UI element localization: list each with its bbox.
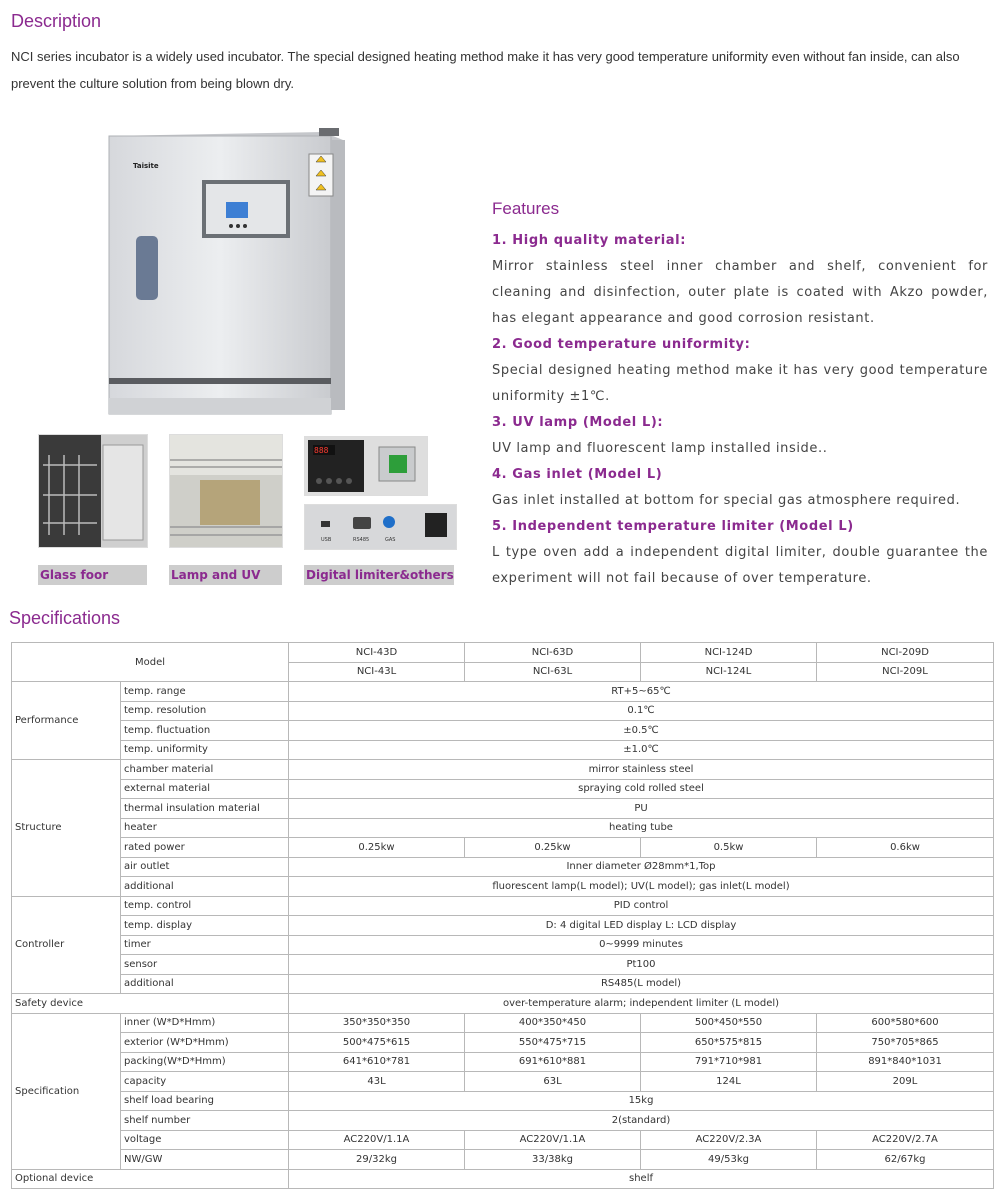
row-value: PU xyxy=(289,799,994,819)
row-value: 891*840*1031 xyxy=(817,1052,994,1072)
feature-title: 3. UV lamp (Model L): xyxy=(492,415,664,430)
row-value: 600*580*600 xyxy=(817,1013,994,1033)
table-row xyxy=(12,916,994,936)
row-value: mirror stainless steel xyxy=(289,760,994,780)
model-header: Model xyxy=(12,643,289,682)
row-value: AC220V/1.1A xyxy=(289,1130,465,1150)
feature-text: L type oven add a independent digital limiter, double guarantee the experiment will not fail because of over temperature. xyxy=(492,545,988,586)
row-value: 62/67kg xyxy=(817,1150,994,1170)
row-value: 350*350*350 xyxy=(289,1013,465,1033)
feature-text: Gas inlet installed at bottom for special gas atmosphere required. xyxy=(492,493,961,508)
table-row xyxy=(12,1091,994,1111)
row-value: 0.25kw xyxy=(289,838,465,858)
table-row xyxy=(12,818,994,838)
row-value: ±0.5℃ xyxy=(289,721,994,741)
row-value: 500*450*550 xyxy=(641,1013,817,1033)
model-cell: NCI-124D xyxy=(641,643,817,663)
description-text: NCI series incubator is a widely used incubator. The special designed heating method make it has very good temperature uniformity even without fan inside, can also prevent the culture solution from being blown dry. xyxy=(11,49,960,91)
table-row xyxy=(12,877,994,897)
table-row xyxy=(12,1072,994,1092)
row-label: packing(W*D*Hmm) xyxy=(121,1052,289,1072)
row-value: 124L xyxy=(641,1072,817,1092)
row-label: rated power xyxy=(121,838,289,858)
row-value: 550*475*715 xyxy=(465,1033,641,1053)
group-structure: Structure xyxy=(12,760,121,897)
ports-panel-photo xyxy=(304,504,457,550)
row-value: 15kg xyxy=(289,1091,994,1111)
table-row xyxy=(12,1033,994,1053)
row-label: additional xyxy=(121,877,289,897)
lamp-uv-photo xyxy=(169,434,283,548)
row-label: temp. control xyxy=(121,896,289,916)
row-label: temp. range xyxy=(121,682,289,702)
group-controller: Controller xyxy=(12,896,121,994)
row-value: 0.5kw xyxy=(641,838,817,858)
specifications-table xyxy=(11,642,994,1189)
row-value: 750*705*865 xyxy=(817,1033,994,1053)
features-list xyxy=(492,228,988,592)
feature-text: Mirror stainless steel inner chamber and shelf, convenient for cleaning and disinfection, outer plate is coated with Akzo powder, has elegant appearance and good corrosion resistant. xyxy=(492,259,988,326)
row-value: 0~9999 minutes xyxy=(289,935,994,955)
thumbnail-caption-limiter: Digital limiter&others xyxy=(304,565,454,585)
model-cell: NCI-63D xyxy=(465,643,641,663)
row-label: voltage xyxy=(121,1130,289,1150)
row-value: PID control xyxy=(289,896,994,916)
row-value: 791*710*981 xyxy=(641,1052,817,1072)
feature-title: 4. Gas inlet (Model L) xyxy=(492,467,663,482)
row-label: additional xyxy=(121,974,289,994)
row-value: AC220V/2.7A xyxy=(817,1130,994,1150)
table-row xyxy=(12,1052,994,1072)
row-value: 33/38kg xyxy=(465,1150,641,1170)
table-row xyxy=(12,643,994,663)
description-title: Description xyxy=(11,11,102,31)
row-value: RS485(L model) xyxy=(289,974,994,994)
row-value: 400*350*450 xyxy=(465,1013,641,1033)
row-value: heating tube xyxy=(289,818,994,838)
row-value: 500*475*615 xyxy=(289,1033,465,1053)
row-value: 2(standard) xyxy=(289,1111,994,1131)
row-value: shelf xyxy=(289,1169,994,1189)
row-label: shelf number xyxy=(121,1111,289,1131)
feature-title: 1. High quality material: xyxy=(492,233,687,248)
row-value: 29/32kg xyxy=(289,1150,465,1170)
table-row xyxy=(12,974,994,994)
rs485-port-label: RS485 xyxy=(353,537,370,543)
row-label: temp. fluctuation xyxy=(121,721,289,741)
row-label: capacity xyxy=(121,1072,289,1092)
row-value: 691*610*881 xyxy=(465,1052,641,1072)
row-value: ±1.0℃ xyxy=(289,740,994,760)
row-value: Pt100 xyxy=(289,955,994,975)
row-label: temp. resolution xyxy=(121,701,289,721)
feature-text: Special designed heating method make it has very good temperature uniformity ±1℃. xyxy=(492,363,988,404)
row-value: 0.25kw xyxy=(465,838,641,858)
feature-title: 2. Good temperature uniformity: xyxy=(492,337,751,352)
row-value: 641*610*781 xyxy=(289,1052,465,1072)
glass-floor-photo xyxy=(38,434,148,548)
table-row xyxy=(12,857,994,877)
group-specification: Specification xyxy=(12,1013,121,1169)
gas-port-label: GAS xyxy=(385,537,396,543)
model-cell: NCI-63L xyxy=(465,662,641,682)
thumbnail-caption-lamp: Lamp and UV xyxy=(169,565,282,585)
model-cell: NCI-209D xyxy=(817,643,994,663)
row-label: sensor xyxy=(121,955,289,975)
row-value: Inner diameter Ø28mm*1,Top xyxy=(289,857,994,877)
brand-logo: Taisite xyxy=(133,162,159,170)
incubator-image xyxy=(103,128,353,418)
row-label: shelf load bearing xyxy=(121,1091,289,1111)
table-row xyxy=(12,1169,994,1189)
row-label: external material xyxy=(121,779,289,799)
table-row xyxy=(12,721,994,741)
model-cell: NCI-43D xyxy=(289,643,465,663)
row-label: timer xyxy=(121,935,289,955)
row-value: 209L xyxy=(817,1072,994,1092)
specifications-title: Specifications xyxy=(9,608,121,628)
model-cell: NCI-43L xyxy=(289,662,465,682)
row-label: air outlet xyxy=(121,857,289,877)
table-row xyxy=(12,682,994,702)
table-row xyxy=(12,1150,994,1170)
usb-port-label: USB xyxy=(321,537,332,543)
row-value: 0.6kw xyxy=(817,838,994,858)
table-row xyxy=(12,994,994,1014)
table-row xyxy=(12,799,994,819)
group-performance: Performance xyxy=(12,682,121,760)
row-value: spraying cold rolled steel xyxy=(289,779,994,799)
row-value: fluorescent lamp(L model); UV(L model); gas inlet(L model) xyxy=(289,877,994,897)
row-label: exterior (W*D*Hmm) xyxy=(121,1033,289,1053)
row-value: AC220V/2.3A xyxy=(641,1130,817,1150)
row-value: RT+5~65℃ xyxy=(289,682,994,702)
model-cell: NCI-124L xyxy=(641,662,817,682)
table-row xyxy=(12,838,994,858)
row-value: over-temperature alarm; independent limiter (L model) xyxy=(289,994,994,1014)
table-row xyxy=(12,760,994,780)
group-optional: Optional device xyxy=(12,1169,289,1189)
model-cell: NCI-209L xyxy=(817,662,994,682)
table-row xyxy=(12,935,994,955)
table-row xyxy=(12,740,994,760)
group-safety: Safety device xyxy=(12,994,289,1014)
digital-limiter-photo xyxy=(304,436,428,496)
row-value: AC220V/1.1A xyxy=(465,1130,641,1150)
row-value: 43L xyxy=(289,1072,465,1092)
row-value: 49/53kg xyxy=(641,1150,817,1170)
row-label: thermal insulation material xyxy=(121,799,289,819)
features-title: Features xyxy=(492,199,560,218)
row-label: temp. uniformity xyxy=(121,740,289,760)
thumbnail-caption-glass: Glass foor xyxy=(38,565,147,585)
row-value: 63L xyxy=(465,1072,641,1092)
table-row xyxy=(12,1013,994,1033)
feature-title: 5. Independent temperature limiter (Model L) xyxy=(492,519,854,534)
table-row xyxy=(12,896,994,916)
row-label: inner (W*D*Hmm) xyxy=(121,1013,289,1033)
row-value: 0.1℃ xyxy=(289,701,994,721)
feature-text: UV lamp and fluorescent lamp installed inside.. xyxy=(492,441,828,456)
row-value: 650*575*815 xyxy=(641,1033,817,1053)
table-row xyxy=(12,1111,994,1131)
row-label: temp. display xyxy=(121,916,289,936)
row-label: heater xyxy=(121,818,289,838)
row-value: D: 4 digital LED display L: LCD display xyxy=(289,916,994,936)
table-row xyxy=(12,955,994,975)
table-row xyxy=(12,1130,994,1150)
table-row xyxy=(12,701,994,721)
row-label: chamber material xyxy=(121,760,289,780)
table-row xyxy=(12,779,994,799)
svg-text:888: 888 xyxy=(314,446,329,455)
row-label: NW/GW xyxy=(121,1150,289,1170)
